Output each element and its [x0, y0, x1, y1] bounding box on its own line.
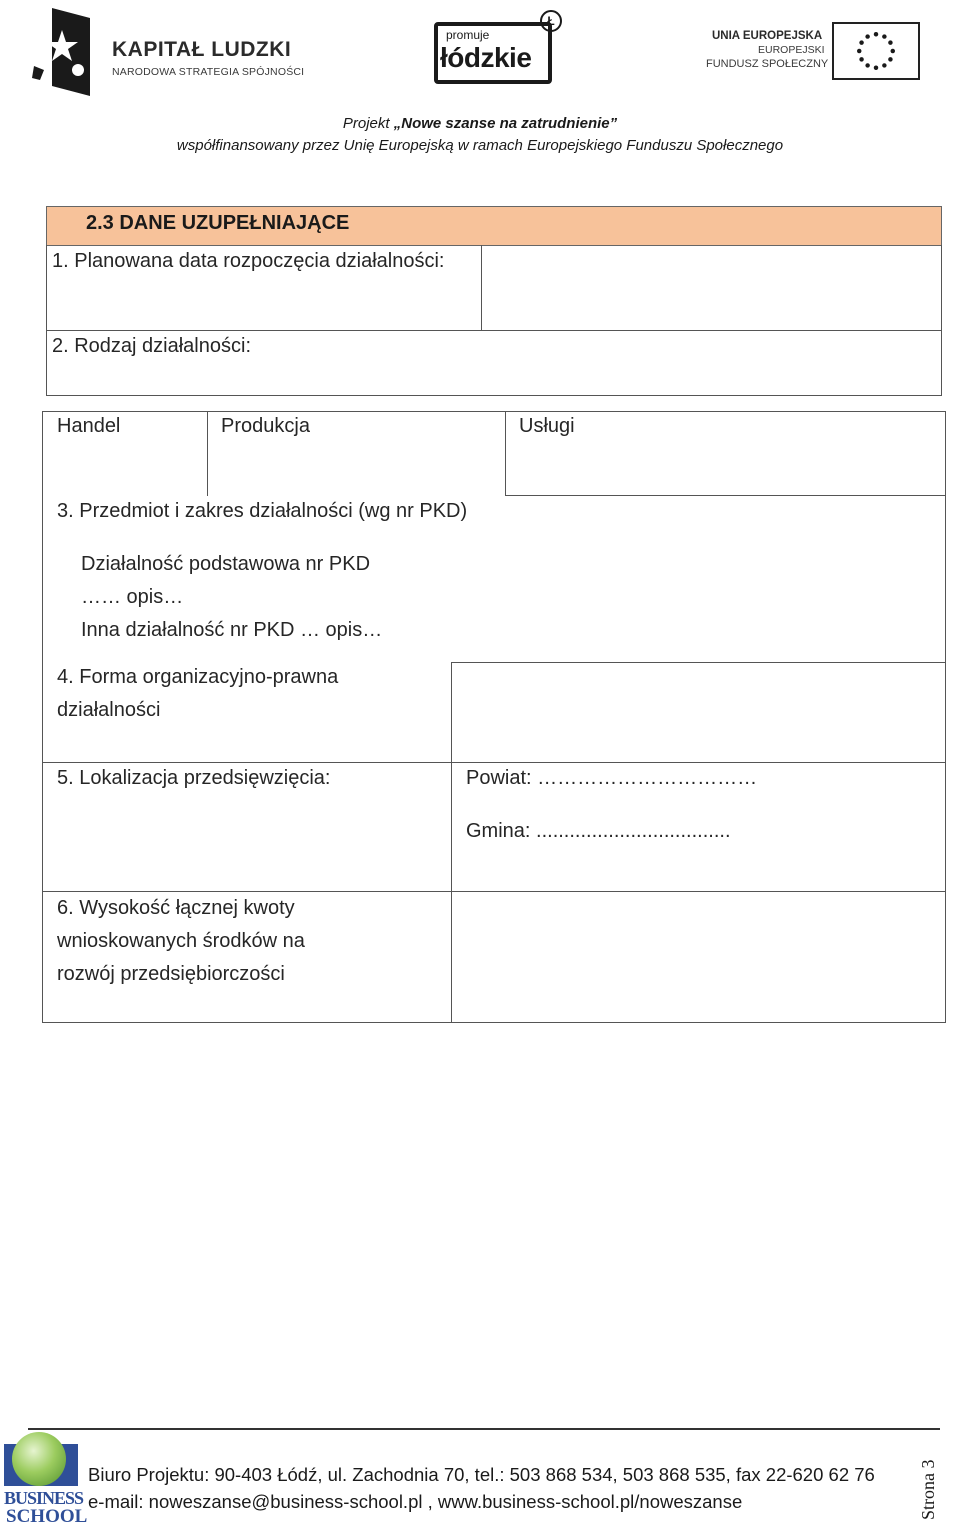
planned-start-date-field[interactable] [483, 247, 939, 329]
section-title: 2.3 DANE UZUPEŁNIAJĄCE [86, 212, 350, 234]
pkd-row-separator [452, 662, 946, 663]
lodzkie-label: łódzkie [440, 42, 532, 73]
pkd-main-description: …… opis… [81, 586, 184, 608]
eu-line2: EUROPEJSKI [758, 44, 825, 56]
location-row-separator [42, 891, 946, 892]
business-school-line2: SCHOOL [6, 1506, 88, 1527]
globe-icon [12, 1432, 66, 1486]
type-divider-2 [505, 411, 506, 496]
table-top-divider [481, 245, 482, 331]
legal-form-field[interactable] [453, 664, 944, 761]
eu-logo [704, 22, 926, 86]
types-row-separator [505, 495, 946, 496]
promuje-lodzkie-logo [432, 10, 566, 88]
footer-contact: e-mail: noweszanse@business-school.pl , www.business-school.pl/noweszanse [88, 1491, 743, 1512]
promuje-label: promuje [446, 28, 490, 42]
project-name: „Nowe szanse na zatrudnienie” [393, 115, 618, 132]
eu-line3: FUNDUSZ SPOŁECZNY [706, 58, 829, 70]
lodzkie-circle-icon: Ł [540, 10, 562, 32]
kapital-ludzki-subtitle: NARODOWA STRATEGIA SPÓJNOŚCI [112, 66, 305, 78]
activity-type-label: 2. Rodzaj działalności: [52, 335, 251, 357]
type-divider-1 [207, 411, 208, 496]
type-produkcja-option[interactable]: Produkcja [221, 415, 310, 437]
pkd-main-line: Działalność podstawowa nr PKD [81, 553, 371, 575]
legal-form-row-separator [42, 762, 946, 763]
pkd-other-line: Inna działalność nr PKD … opis… [81, 619, 383, 641]
powiat-field[interactable]: Powiat: …………………………… [466, 767, 758, 789]
eu-flag-icon [832, 22, 920, 80]
kapital-ludzki-logo [32, 8, 322, 100]
kapital-ludzki-title: KAPITAŁ LUDZKI [112, 38, 292, 61]
footer-address: Biuro Projektu: 90-403 Łódź, ul. Zachodnia 70, tel.: 503 868 534, 503 868 535, fax 22-620 62 76 [88, 1464, 875, 1485]
lower-divider [451, 662, 452, 1023]
table-top-row-separator [46, 330, 942, 331]
project-prefix: Projekt [342, 115, 394, 132]
kapital-ludzki-star-icon [32, 8, 94, 98]
planned-start-date-label: 1. Planowana data rozpoczęcia działalności: [52, 250, 445, 272]
cofinanced-note: współfinansowany przez Unię Europejską w ramach Europejskiego Funduszu Społecznego [176, 137, 784, 154]
legal-form-label-line1: 4. Forma organizacyjno-prawna [57, 666, 339, 688]
location-label: 5. Lokalizacja przedsięwzięcia: [57, 767, 331, 789]
requested-amount-field[interactable] [453, 893, 944, 1021]
legal-form-label-line2: działalności [57, 699, 161, 721]
business-school-logo [4, 1430, 88, 1527]
requested-amount-label-line3: rozwój przedsiębiorczości [57, 963, 285, 985]
requested-amount-label-line1: 6. Wysokość łącznej kwoty [57, 897, 295, 919]
eu-line1: UNIA EUROPEJSKA [712, 30, 823, 42]
footer-divider [28, 1428, 940, 1430]
project-title [0, 115, 960, 132]
type-handel-option[interactable]: Handel [57, 415, 121, 437]
page-number: Strona 3 [918, 1459, 938, 1520]
gmina-field[interactable]: Gmina: ................................... [466, 820, 731, 842]
business-school-line1: BUSINESS [4, 1488, 84, 1508]
requested-amount-label-line2: wnioskowanych środków na [57, 930, 305, 952]
type-uslugi-option[interactable]: Usługi [519, 415, 575, 437]
pkd-scope-label: 3. Przedmiot i zakres działalności (wg nr PKD) [57, 500, 468, 522]
